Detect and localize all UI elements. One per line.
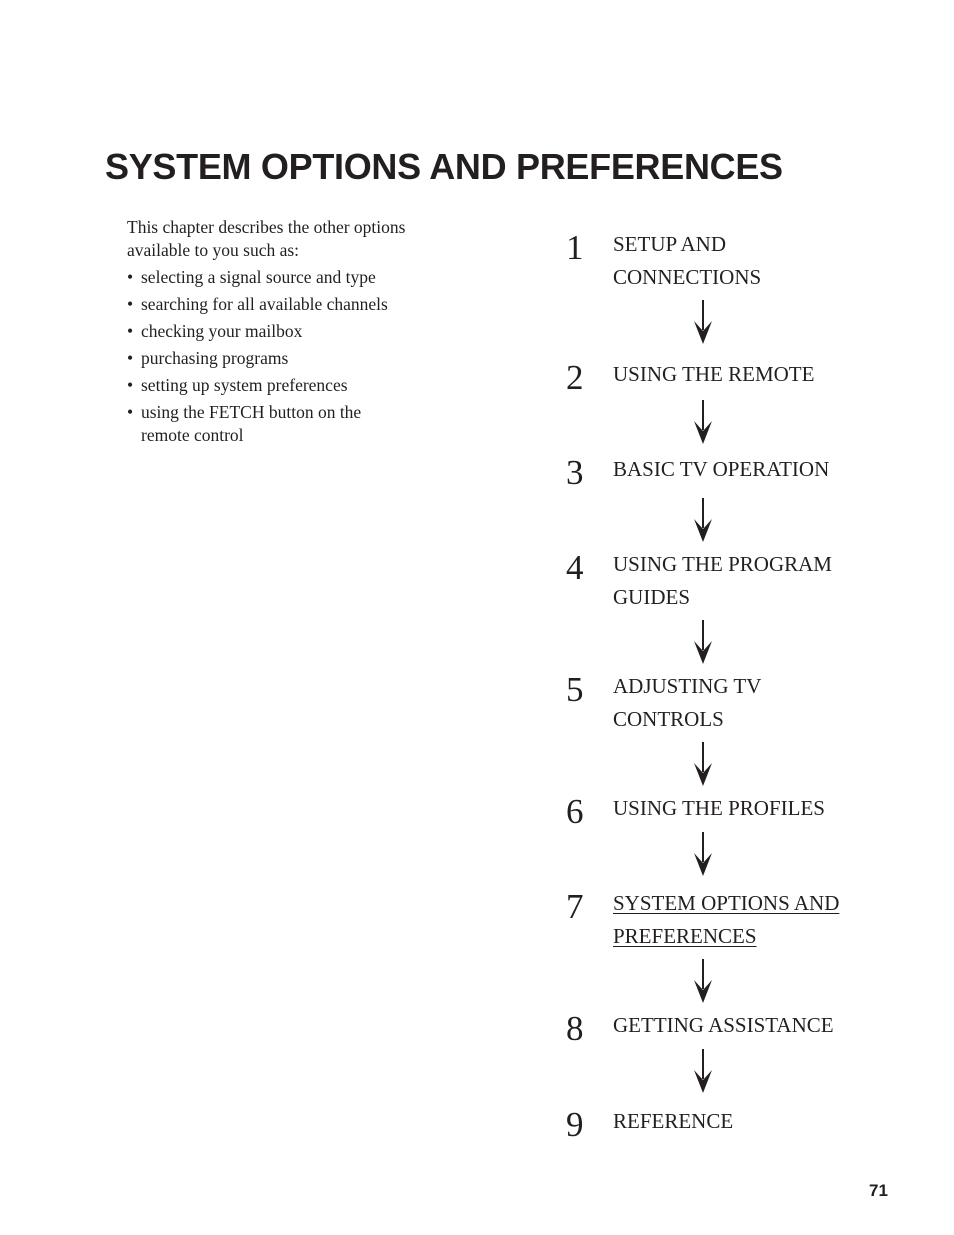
chapter-number: 5 [566, 670, 584, 709]
chapter-label: SETUP AND CONNECTIONS [613, 232, 762, 289]
chapter-number: 1 [566, 228, 584, 267]
bullet-icon: • [127, 321, 134, 341]
chapter-label: USING THE REMOTE [613, 362, 815, 386]
chapter-label: USING THE PROFILES [613, 796, 825, 820]
chapter-label: USING THE PROGRAM GUIDES [613, 552, 832, 609]
intro-topic [127, 347, 407, 370]
chapter-number: 2 [566, 358, 584, 397]
chapter-number: 4 [566, 548, 584, 587]
down-arrow-icon [692, 620, 714, 664]
intro-lead: This chapter describes the other options available to you such as: [127, 217, 406, 260]
down-arrow-icon [692, 1049, 714, 1093]
intro-topic-text: using the FETCH button on the remote control [141, 402, 362, 445]
intro-topic [127, 374, 407, 397]
intro-topic-text: checking your mailbox [141, 321, 303, 341]
chapter-number: 6 [566, 792, 584, 831]
bullet-icon: • [127, 294, 134, 314]
down-arrow-icon [692, 832, 714, 876]
intro-topic-text: selecting a signal source and type [141, 267, 376, 287]
down-arrow-icon [692, 400, 714, 444]
chapter-label: BASIC TV OPERATION [613, 457, 830, 481]
intro-topic [127, 401, 407, 447]
bullet-icon: • [127, 267, 134, 287]
down-arrow-icon [692, 742, 714, 786]
chapter-label-current: SYSTEM OPTIONS AND PREFERENCES [613, 891, 840, 948]
intro-topic-text: purchasing programs [141, 348, 289, 368]
chapter-number: 7 [566, 887, 584, 926]
chapter-number: 3 [566, 453, 584, 492]
down-arrow-icon [692, 498, 714, 542]
intro-topic [127, 293, 407, 316]
intro-topic-text: searching for all available channels [141, 294, 388, 314]
chapter-label: ADJUSTING TV CONTROLS [613, 674, 761, 731]
down-arrow-icon [692, 959, 714, 1003]
intro-topic-text: setting up system preferences [141, 375, 348, 395]
bullet-icon: • [127, 402, 134, 422]
page-title: SYSTEM OPTIONS AND PREFERENCES [105, 146, 783, 187]
chapter-label: GETTING ASSISTANCE [613, 1013, 834, 1037]
chapter-number: 8 [566, 1009, 584, 1048]
bullet-icon: • [127, 348, 134, 368]
chapter-intro [127, 216, 407, 451]
chapter-number: 9 [566, 1105, 584, 1144]
page-number: 71 [869, 1181, 888, 1200]
intro-topic [127, 266, 407, 289]
bullet-icon: • [127, 375, 134, 395]
intro-topic [127, 320, 407, 343]
down-arrow-icon [692, 300, 714, 344]
chapter-label: REFERENCE [613, 1109, 734, 1133]
intro-topic-list [127, 266, 407, 447]
